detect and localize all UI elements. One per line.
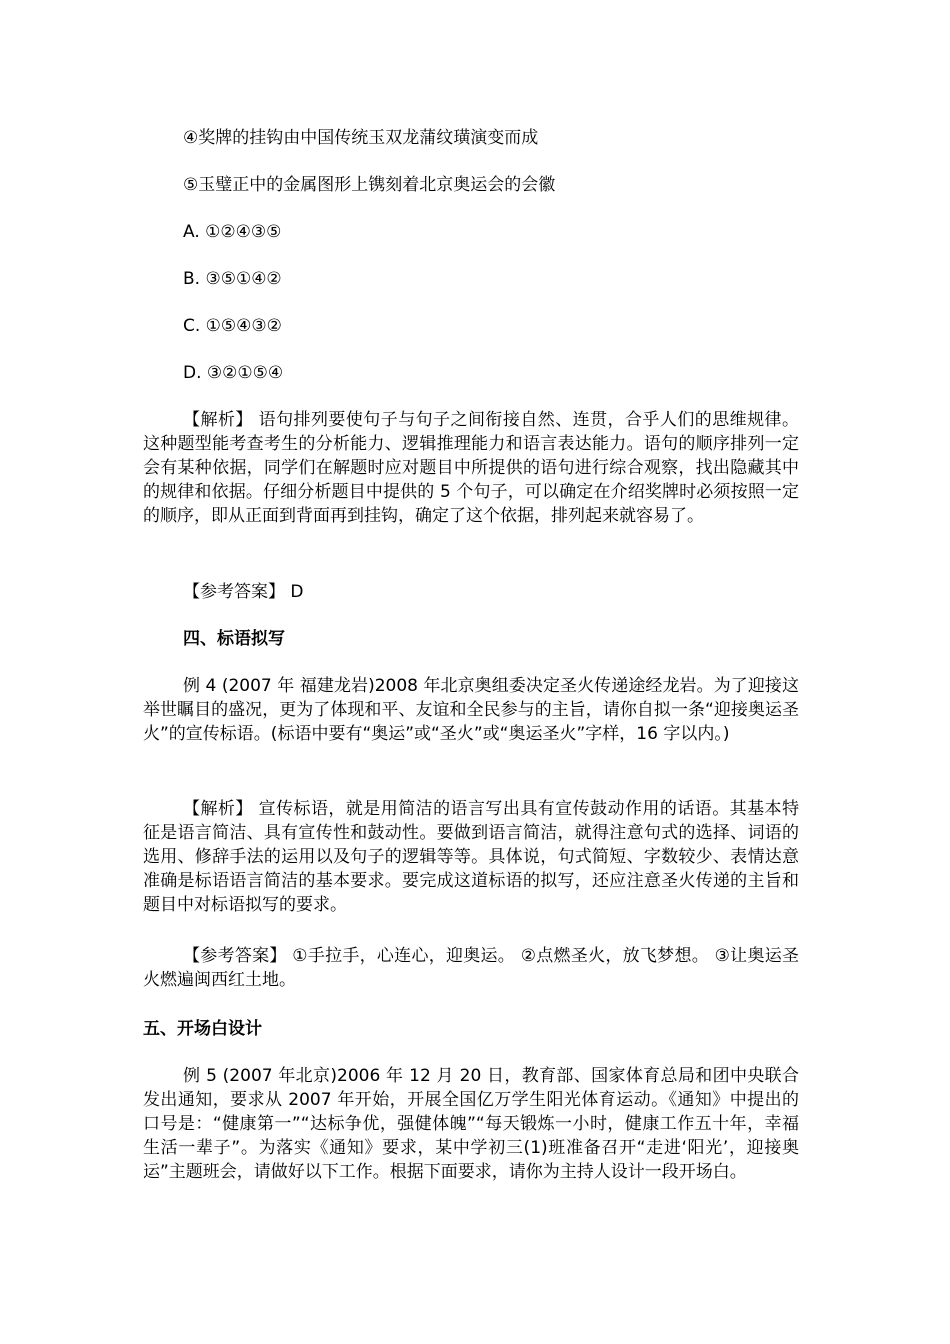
example-5-paragraph: 例 5 (2007 年北京)2006 年 12 月 20 日，教育部、国家体育总局和团中央联合发出通知，要求从 2007 年开始，开展全国亿万学生阳光体育运动。《通知》中提出的口号是：“健康第一”“达标争优，强健体魄”“每天锻炼一小时，健康工作五十年，幸福生活一辈子”。为落实《通知》要求，某中学初三(1)班准备召开“走进‘阳光’，迎接奥运”主题班会，请做好以下工作。根据下面要求，请你为主持人设计一段开场白。 (143, 1066, 799, 1182)
section-5-title: 五、开场白设计 (143, 1019, 262, 1039)
option-b: B. ③⑤①④② (183, 269, 282, 289)
analysis-paragraph-4: 【解析】 宣传标语，就是用简洁的语言写出具有宣传鼓动作用的话语。其基本特征是语言简洁、具有宣传性和鼓动性。要做到语言简洁，就得注意句式的选择、词语的选用、修辞手法的运用以及句子的逻辑等等。具体说，句式简短、字数较少、表情达意准确是标语语言简洁的基本要求。要完成这道标语的拟写，还应注意圣火传递的主旨和题目中对标语拟写的要求。 (143, 799, 799, 915)
analysis-paragraph-1: 【解析】 语句排列要使句子与句子之间衔接自然、连贯，合乎人们的思维规律。这种题型能考查考生的分析能力、逻辑推理能力和语言表达能力。语句的顺序排列一定会有某种依据，同学们在解题时应对题目中所提供的语句进行综合观察，找出隐藏其中的规律和依据。仔细分析题目中提供的 5 个句子，可以确定在介绍奖牌时必须按照一定的顺序，即从正面到背面再到挂钩，确定了这个依据，排列起来就容易了。 (143, 410, 799, 526)
section-4-title: 四、标语拟写 (183, 629, 285, 649)
option-d: D. ③②①⑤④ (183, 363, 284, 383)
list-item-5: ⑤玉璧正中的金属图形上镌刻着北京奥运会的会徽 (183, 175, 556, 195)
list-item-4: ④奖牌的挂钩由中国传统玉双龙蒲纹璜演变而成 (183, 128, 539, 148)
example-4-paragraph: 例 4 (2007 年 福建龙岩)2008 年北京奥组委决定圣火传递途经龙岩。为了迎接这举世瞩目的盛况，更为了体现和平、友谊和全民参与的主旨，请你自拟一条“迎接奥运圣火”的宣传标语。(标语中要有“奥运”或“圣火”或“奥运圣火”字样，16 字以内。) (143, 676, 799, 744)
option-c: C. ①⑤④③② (183, 316, 282, 336)
answer-4: 【参考答案】 ①手拉手，心连心，迎奥运。 ②点燃圣火，放飞梦想。 ③让奥运圣火燃遍闽西红土地。 (143, 946, 799, 990)
option-a: A. ①②④③⑤ (183, 222, 282, 242)
answer-1: 【参考答案】 D (183, 582, 304, 602)
